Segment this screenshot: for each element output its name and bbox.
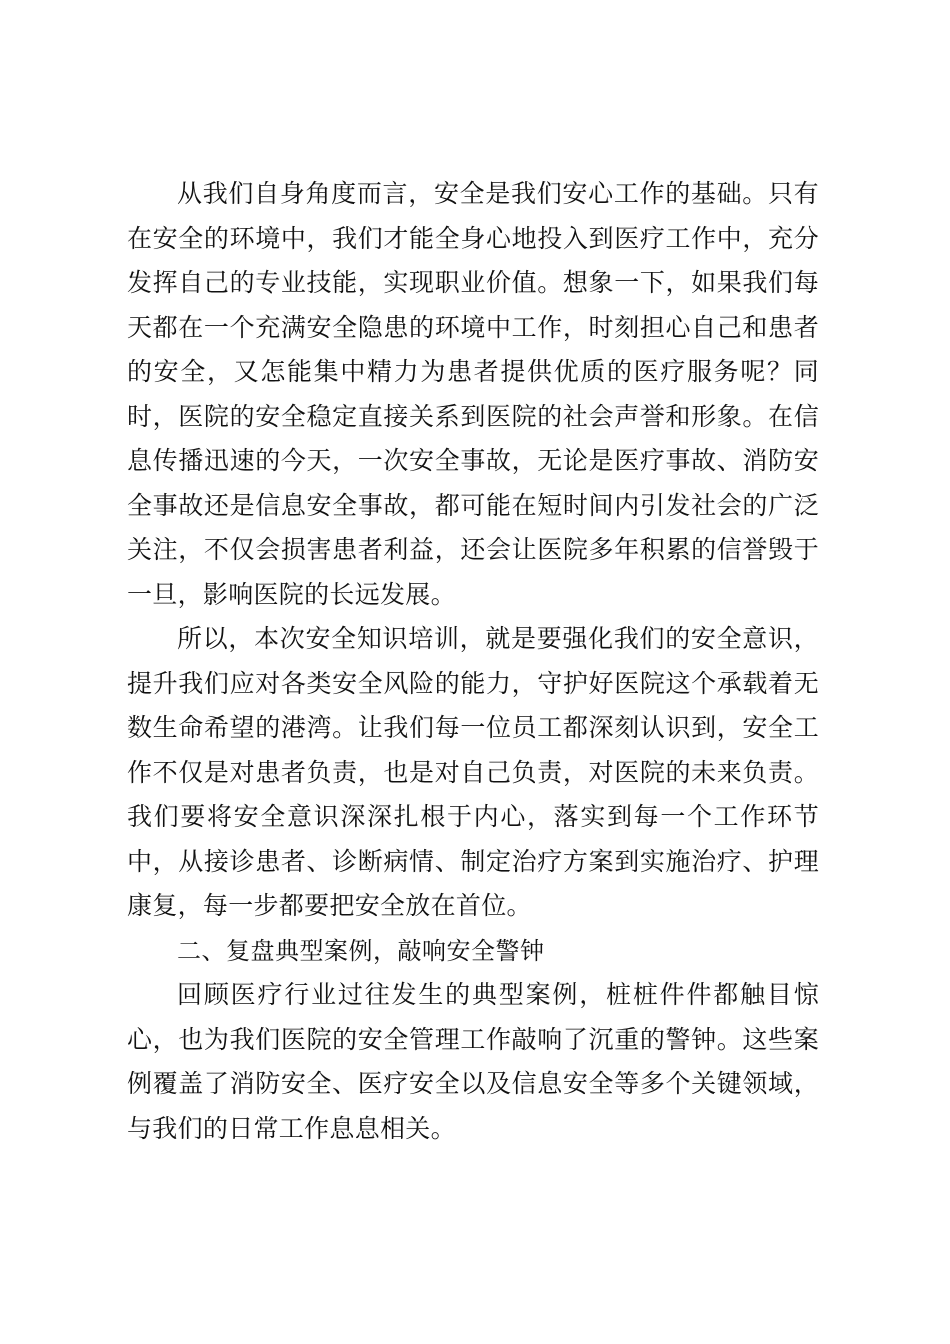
section-heading: 二、复盘典型案例，敲响安全警钟 [177,936,545,965]
paragraph-training-purpose: 所以，本次安全知识培训，就是要强化我们的安全意识，提升我们应对各类安全风险的能力，守护好医院这个承载着无数生命希望的港湾。让我们每一位员工都深刻认识到，安全工作不仅是对患者负责，也是对自己负责，对医院的未来负责。我们要将安全意识深深扎根于内心，落实到每一个工作环节中，从接诊患者、诊断病情、制定治疗方案到实施治疗、护理康复，每一步都要把安全放在首位。 [127,624,819,920]
paragraph-case-review: 回顾医疗行业过往发生的典型案例，桩桩件件都触目惊心，也为我们医院的安全管理工作敲响了沉重的警钟。这些案例覆盖了消防安全、医疗安全以及信息安全等多个关键领域，与我们的日常工作息息相关。 [127,980,819,1143]
paragraph-safety-basis: 从我们自身角度而言，安全是我们安心工作的基础。只有在安全的环境中，我们才能全身心地投入到医疗工作中，充分发挥自己的专业技能，实现职业价值。想象一下，如果我们每天都在一个充满安全隐患的环境中工作，时刻担心自己和患者的安全，又怎能集中精力为患者提供优质的医疗服务呢？同时，医院的安全稳定直接关系到医院的社会声誉和形象。在信息传播迅速的今天，一次安全事故，无论是医疗事故、消防安全事故还是信息安全事故，都可能在短时间内引发社会的广泛关注，不仅会损害患者利益，还会让医院多年积累的信誉毁于一旦，影响医院的长远发展。 [127,179,819,609]
document-page [127,172,819,1151]
